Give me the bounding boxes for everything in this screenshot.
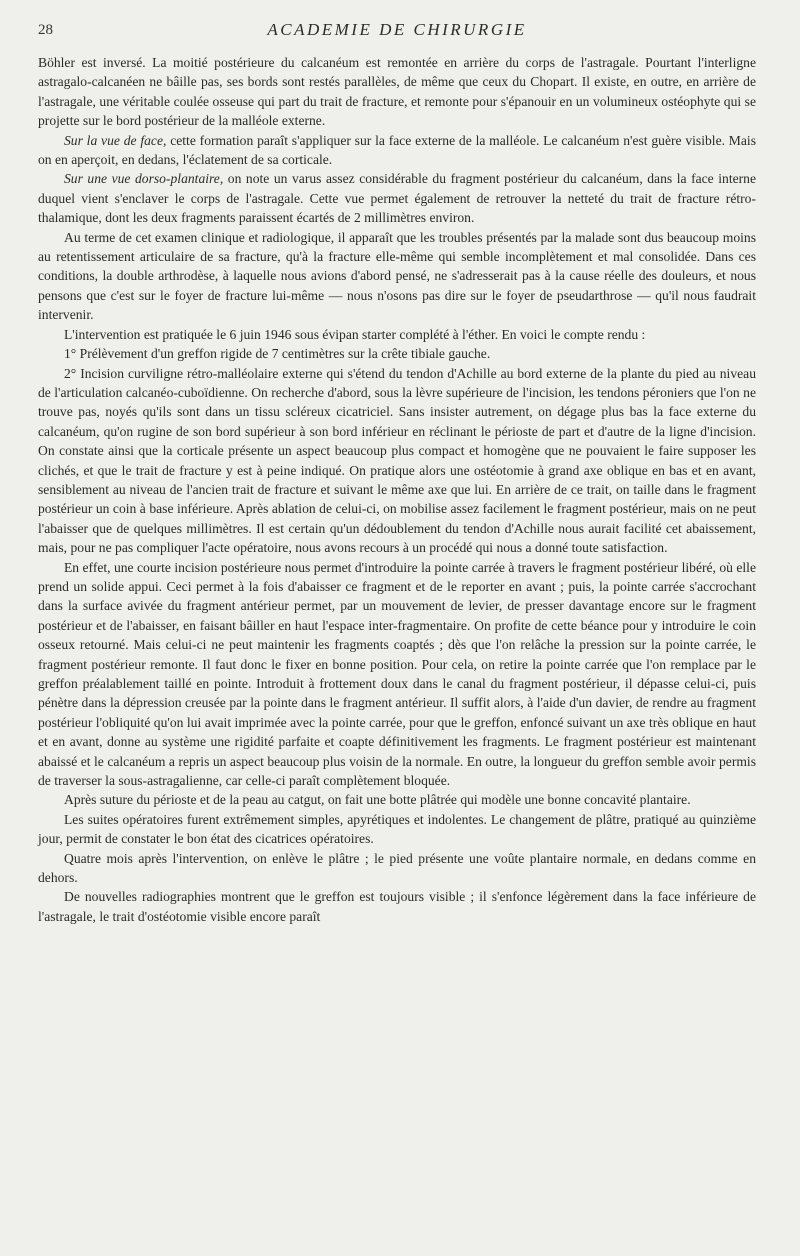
paragraph-lead: Sur la vue de face, [64,132,167,148]
paragraph: Les suites opératoires furent extrêmement simples, apyrétiques et indolentes. Le changement de plâtre, pratiqué au quinzième jour, permit de constater le bon état des cicatrices opératoires. [38,811,756,847]
list-item: 2° Incision curviligne rétro-malléolaire externe qui s'étend du tendon d'Achille au bord externe de la plante du pied au niveau de l'articulation calcanéo-cuboïdienne. On recherche d'abord, sous la lèvre supérieure de l'incision, les tendons péroniers que l'on ne trouve pas, noyés qu'ils sont dans un tissu scléreux cicatriciel. Sans insister autrement, on dégage plus bas la face externe du calcanéum, qu'on rugine de son bord supérieur à son bord inférieur en réclinant le périoste de part et d'autre de la ligne d'incision. On constate ainsi que la corticale présente un aspect beaucoup plus compact et homogène que ne pouvaient le faire supposer les clichés, et que le trait de fracture y est à peine indiqué. On pratique alors une ostéotomie à grand axe oblique en bas et en avant, sensiblement au niveau de l'ancien trait de fracture et suivant le même axe que lui. En arrière de ce trait, on taille dans le fragment postérieur un coin à base inférieure. Après ablation de celui-ci, on mobilise assez facilement le fragment postérieur, mais on ne peut l'abaisser que de quelques millimètres. Il est certain qu'un dédoublement du tendon d'Achille nous aurait facilité cet abaissement, mais, pour ne pas compliquer l'acte opératoire, nous avons recours à un procédé qui nous a donné toute satisfaction. [38,365,756,556]
list-item: 1° Prélèvement d'un greffon rigide de 7 centimètres sur la crête tibiale gauche. [64,346,491,362]
paragraph: Quatre mois après l'intervention, on enlève le plâtre ; le pied présente une voûte plantaire normale, en dedans comme en dehors. [38,850,756,886]
paragraph: L'intervention est pratiquée le 6 juin 1946 sous évipan starter complété à l'éther. En voici le compte rendu : [64,326,646,342]
paragraph: De nouvelles radiographies montrent que le greffon est toujours visible ; il s'enfonce légèrement dans la face inférieure de l'astragale, le trait d'ostéotomie visible encore paraît [38,889,756,924]
page-header [38,20,756,46]
running-head: ACADEMIE DE CHIRURGIE [267,20,527,39]
page-number: 28 [38,22,53,38]
paragraph: Après suture du périoste et de la peau au catgut, on fait une botte plâtrée qui modèle une bonne concavité plantaire. [64,792,691,808]
article-body [38,53,756,926]
paragraph: Böhler est inversé. La moitié postérieure du calcanéum est remontée en arrière du corps de l'astragale. Pourtant l'interligne astragalo-calcanéen ne bâille pas, ses bords sont restés parallèles, de même que ceux du Chopart. Il existe, en outre, en arrière de l'astragale, une véritable coulée osseuse qui part du trait de fracture, et remonte pour s'épanouir en un volumineux ostéophyte qui se projette sur le bord postérieur de la malléole externe. [38,55,756,129]
paragraph: En effet, une courte incision postérieure nous permet d'introduire la pointe carrée à travers le fragment postérieur libéré, où elle prend un solide appui. Ceci permet à la fois d'abaisser ce fragment et de le reporter en avant ; puis, la pointe carrée s'accrochant dans la surface avivée du fragment antérieur permet, par un mouvement de levier, de presser davantage encore sur le fragment postérieur et de l'abaisser, en faisant bâiller en haut l'espace inter-fragmentaire. On profite de cette béance pour y introduire le coin osseux retourné. Mais celui-ci ne peut maintenir les fragments coaptés ; dès que l'on relâche la pression sur la pointe carrée, le fragment postérieur remonte. Il faut donc le fixer en bonne position. Pour cela, on retire la pointe carrée que l'on remplace par le greffon préalablement taillé en pointe. Introduit à frottement doux dans le canal du fragment postérieur, il dépasse celui-ci, puis pénètre dans la dépression creusée par la pointe dans le fragment antérieur. Il suffit alors, à l'aide d'un davier, de rendre au fragment postérieur l'obliquité qu'on lui avait imprimée avec la pointe carrée, pour que le greffon, enfoncé suivant un axe très oblique en haut et en avant, donne au système une rigidité parfaite et coapte définitivement les fragments. Le fragment postérieur est maintenant abaissé et le calcanéum a repris un aspect beaucoup plus voisin de la normale. En outre, la longueur du greffon semble avoir permis de traverser la sous-astragalienne, car celle-ci paraît complètement bloquée. [38,559,756,789]
paragraph: Au terme de cet examen clinique et radiologique, il apparaît que les troubles présentés par la malade sont dus beaucoup moins au retentissement articulaire de sa fracture, qu'à la fracture elle-même qui semble incomplètement et mal consolidée. Dans ces conditions, la double arthrodèse, à laquelle nous avions d'abord pensé, ne s'adresserait pas à la cause réelle des douleurs, et nous pensons que c'est sur le foyer de fracture lui-même — nous n'osons pas dire sur le foyer de pseudarthrose — qu'il nous faudrait intervenir. [38,229,756,323]
paragraph-lead: Sur une vue dorso-plantaire, [64,171,224,187]
paragraph: Sur une vue dorso-plantaire, on note un varus assez considérable du fragment postérieur du calcanéum, dans la face interne duquel vient s'enclaver le corps de l'astragale. Cette vue permet également de retrouver la netteté du trait de fracture rétro-thalamique, dont les deux fragments paraissent écartés de 2 millimètres environ. [38,171,756,226]
paragraph: Sur la vue de face, cette formation paraît s'appliquer sur la face externe de la malléole. Le calcanéum n'est guère visible. Mais on en aperçoit, en dedans, l'éclatement de sa corticale. [38,132,756,168]
